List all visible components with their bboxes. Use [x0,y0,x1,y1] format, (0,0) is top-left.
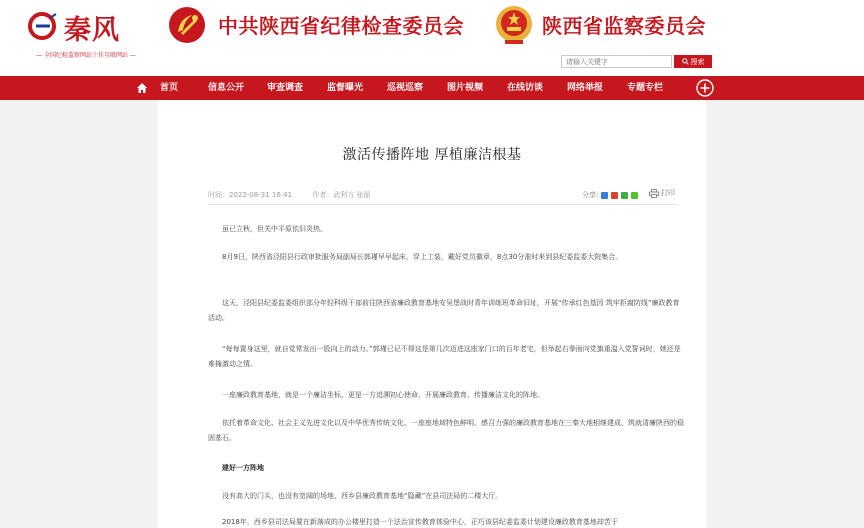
nav-item-special[interactable]: 专题专栏 [627,83,664,93]
article-paragraph: 8月9日，陕西省泾阳县行政审批服务局副局长郭瑾早早起床，穿上工装，戴好党员徽章，8点30分准时来到县纪委监委大院集合。 [222,253,623,261]
site-header [0,0,864,76]
print-icon [649,189,659,198]
article-subheading: 建好一方阵地 [222,464,264,472]
logo-mark-icon [28,12,58,40]
article-time: 时间：2022-08-31 16:41 [208,191,293,199]
search-button[interactable] [674,55,712,68]
article-paragraph: 虽已立秋，但关中平原依旧炎热。 [222,225,327,233]
article-paragraph: 一座廉政教育基地，就是一个廉洁坐标，更是一方追溯初心使命、开展廉政教育、传播廉洁文化的阵地。 [222,391,544,399]
article-paragraph: 这天，泾阳县纪委监委组织部分年轻科级干部前往陕西省廉政教育基地安吴堡战时青年训练班革命旧址，开展“传承红色基因 筑牢拒腐防线”廉政教育活动。 [208,299,680,322]
nav-item-report[interactable]: 网络举报 [567,83,604,93]
nav-item-info-disclosure[interactable]: 信息公开 [208,83,245,93]
national-emblem-icon [494,4,534,46]
main-nav [0,76,864,100]
share-label: 分享: [582,191,599,199]
party-emblem-icon [168,6,206,44]
search-button-label: 搜索 [690,57,705,66]
print-button[interactable] [649,188,675,198]
search-input[interactable] [561,55,672,68]
org-supervision-name[interactable]: 陕西省监察委员会 [542,14,706,38]
nav-item-interview[interactable]: 在线访谈 [507,83,544,93]
article-author: 作者：武利方 张丽 [312,191,371,199]
nav-item-inspection[interactable]: 巡视巡察 [387,83,424,93]
site-logo[interactable] [22,6,150,62]
share-more-icon[interactable] [631,192,638,199]
logo-tagline: — 全国纪检监察网站十佳互联网站 — [36,52,136,59]
print-label: 打印 [661,189,675,197]
article-paragraph: 依托着革命文化、社会主义先进文化以及中华优秀传统文化，一座座地域特色鲜明、感召力强的廉政教育基地在三秦大地相继建成，筑就清廉陕西的稳固基石。 [208,419,684,442]
search-icon [682,58,689,65]
nav-item-investigation[interactable]: 审查调查 [267,83,304,93]
share-qzone-icon[interactable] [601,192,608,199]
home-icon[interactable] [136,82,148,94]
plus-circle-icon[interactable] [696,79,714,97]
meta-divider [208,204,678,205]
article-title: 激活传播阵地 厚植廉洁根基 [342,147,522,163]
share-wechat-icon[interactable] [621,192,628,199]
org-party-name[interactable]: 中共陕西省纪律检查委员会 [218,14,464,38]
nav-item-exposure[interactable]: 监督曝光 [327,83,364,93]
logo-text: 秦风 [64,15,120,46]
article-paragraph: 2018年，西乡县司法局要在新落成的办公楼里打造一个法治宣传教育体验中心，正巧该县纪委监委计划建设廉政教育基地却苦于 [222,518,618,526]
article-container [158,100,706,528]
article-meta [208,190,371,200]
share-bar [582,190,638,200]
nav-item-media[interactable]: 图片视频 [447,83,484,93]
share-weibo-icon[interactable] [611,192,618,199]
nav-item-home[interactable]: 首页 [160,83,179,93]
article-paragraph: 没有高大的门头，也没有宽阔的场地，西乡县廉政教育基地“隐藏”在县司法局的二楼大厅。 [222,492,503,500]
article-paragraph: “每每置身这里，就自觉常发出一股向上的动力。”郭瑾已记不得这是第几次迈进这座家门口的百年老宅，但举起右拳面向党旗重温入党誓词时，她还是难掩激动之情。 [208,345,681,368]
